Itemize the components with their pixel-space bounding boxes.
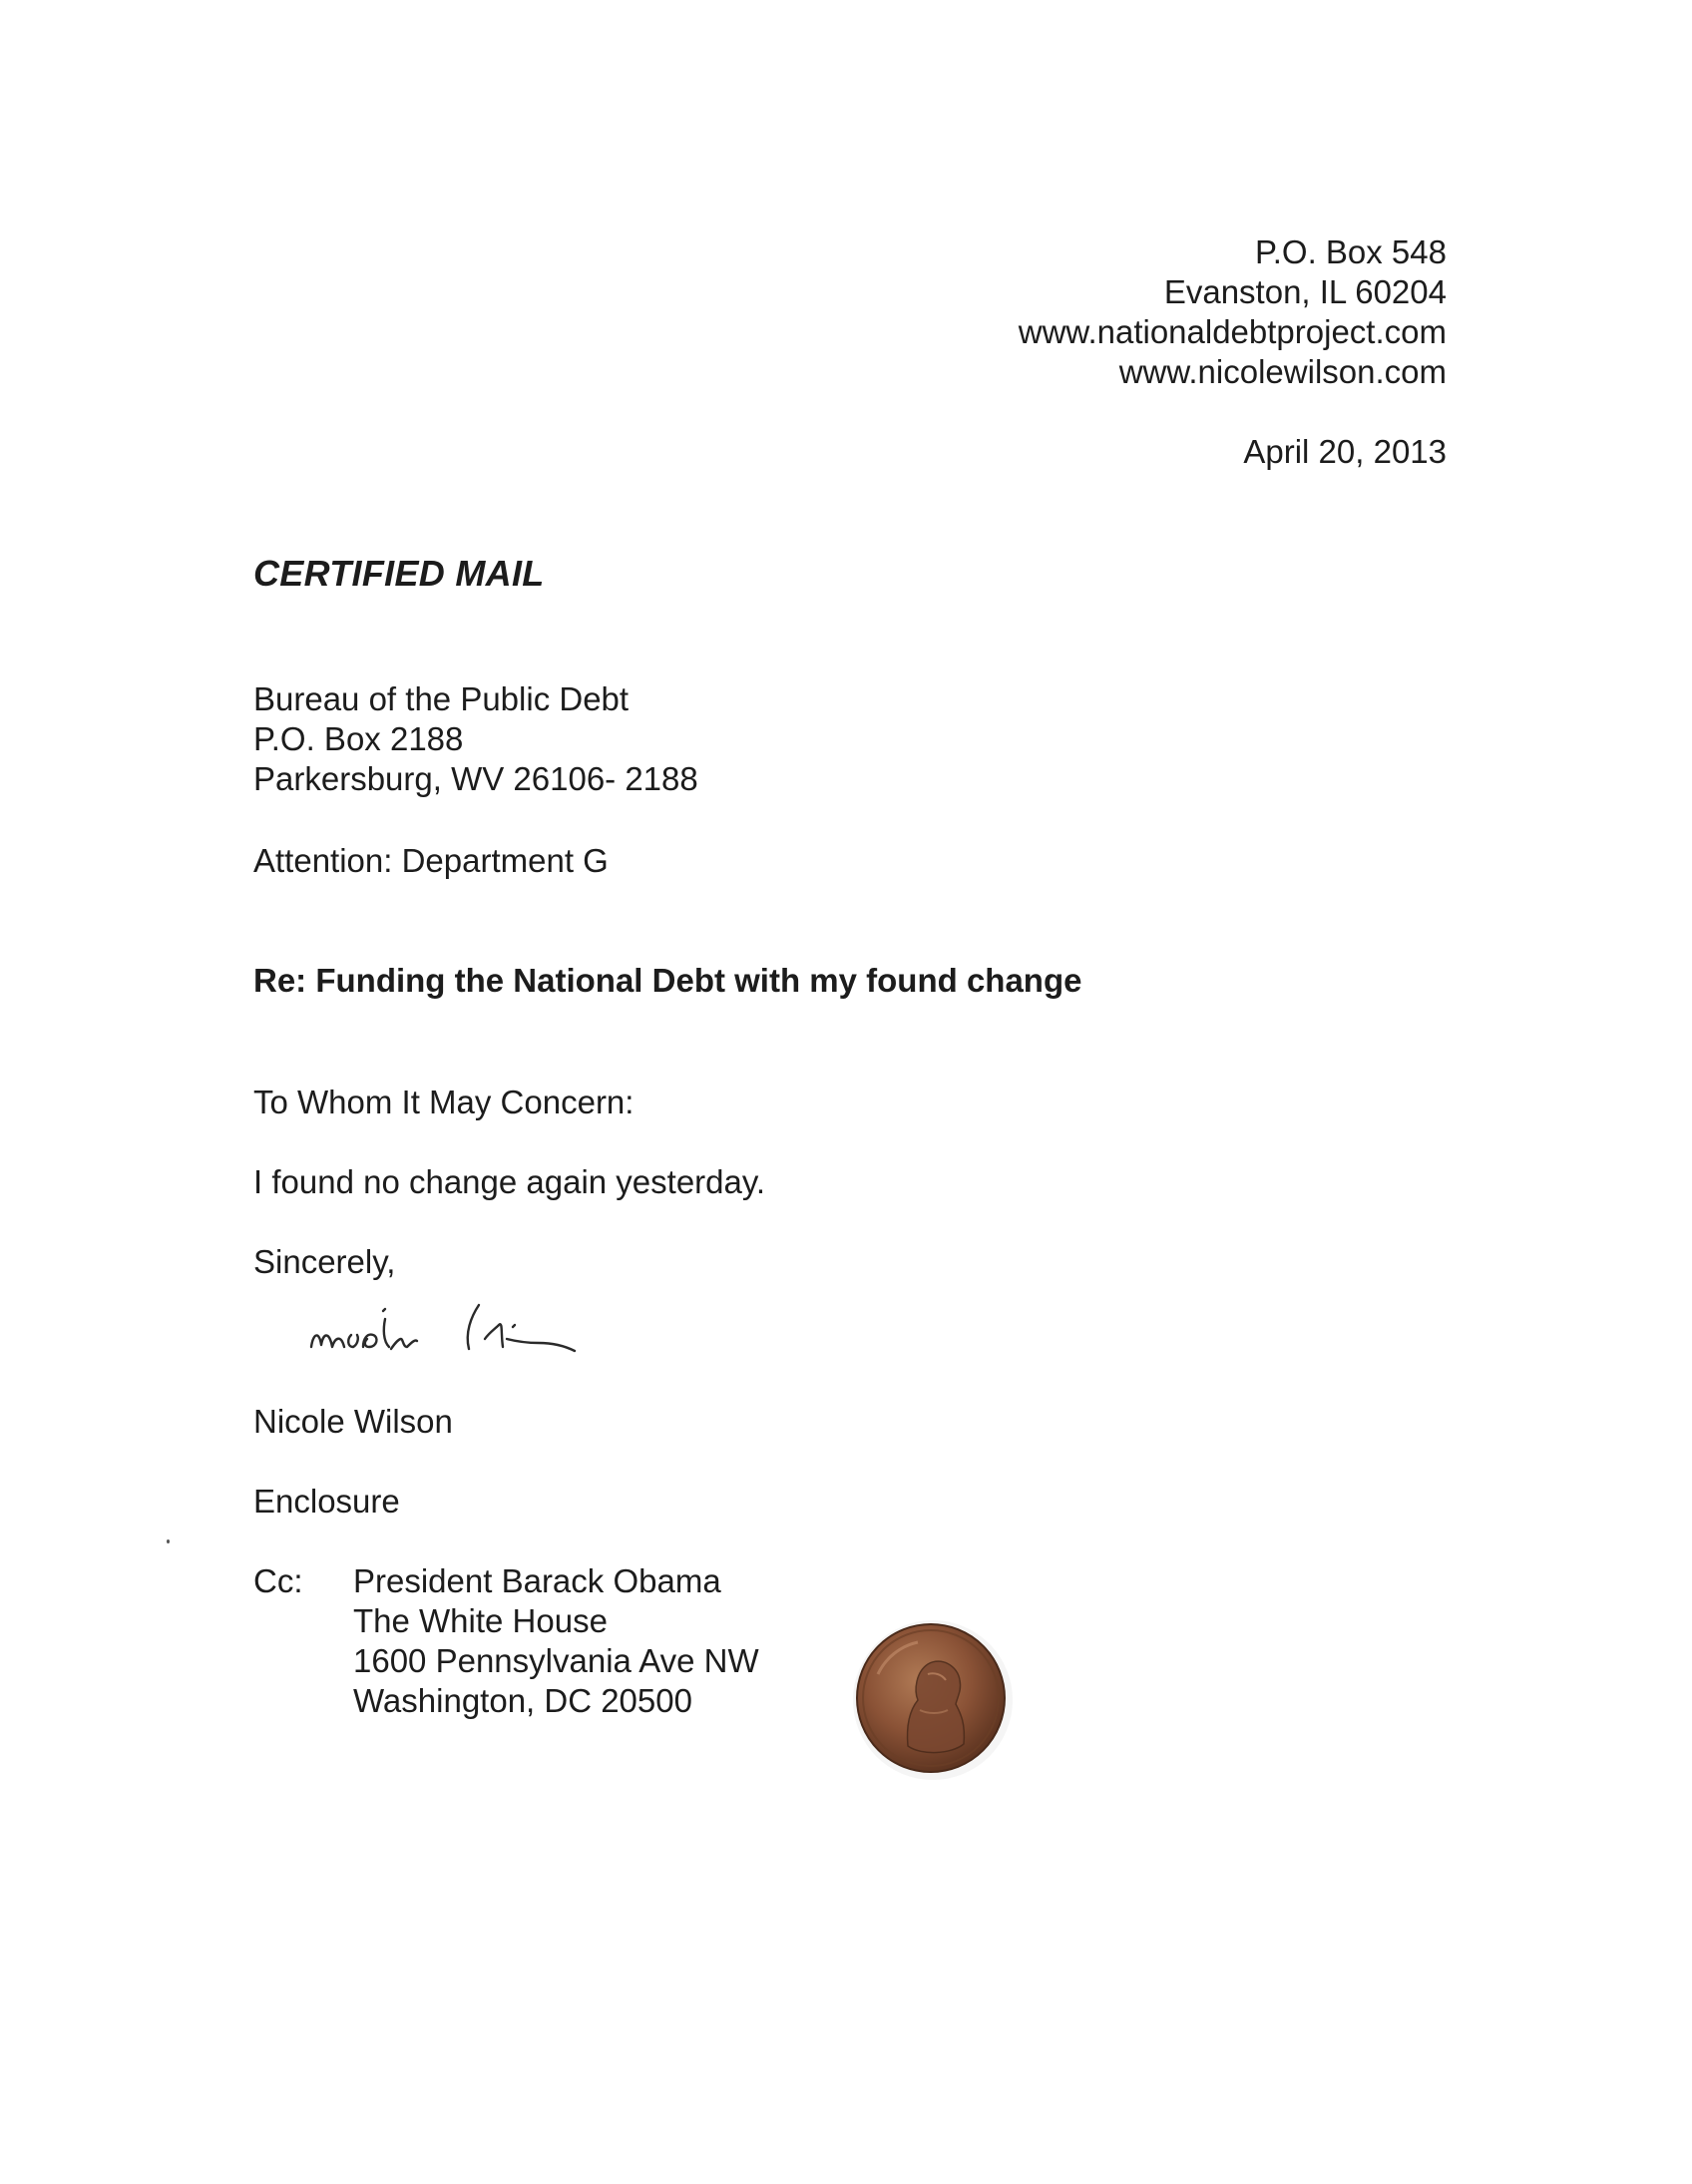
return-address-line: P.O. Box 548 bbox=[1254, 233, 1447, 270]
enclosure-label: Enclosure bbox=[253, 1483, 400, 1520]
salutation: To Whom It May Concern: bbox=[253, 1084, 634, 1120]
cc-label: Cc: bbox=[253, 1562, 303, 1599]
recipient-line: P.O. Box 2188 bbox=[253, 720, 464, 757]
cc-line: 1600 Pennsylvania Ave NW bbox=[353, 1642, 759, 1679]
recipient-line: Parkersburg, WV 26106- 2188 bbox=[253, 760, 698, 797]
cc-line: President Barack Obama bbox=[353, 1562, 721, 1599]
recipient-line: Bureau of the Public Debt bbox=[253, 680, 630, 717]
subject-line: Re: Funding the National Debt with my found change bbox=[253, 962, 1082, 999]
signer-name: Nicole Wilson bbox=[253, 1403, 453, 1440]
website-link[interactable]: www.nicolewilson.com bbox=[1118, 353, 1447, 390]
handwritten-signature bbox=[299, 1267, 718, 1387]
cc-address bbox=[353, 1561, 759, 1721]
return-address-line: Evanston, IL 60204 bbox=[1163, 273, 1447, 310]
letter-date: April 20, 2013 bbox=[1243, 433, 1447, 470]
cc-line: Washington, DC 20500 bbox=[353, 1682, 692, 1719]
return-address bbox=[1019, 232, 1447, 392]
website-link[interactable]: www.nationaldebtproject.com bbox=[1018, 313, 1447, 350]
recipient-address bbox=[253, 679, 698, 799]
closing: Sincerely, bbox=[253, 1243, 396, 1280]
scan-speck bbox=[167, 1539, 170, 1543]
certified-mail-heading: CERTIFIED MAIL bbox=[253, 553, 545, 594]
attention-line: Attention: Department G bbox=[253, 842, 609, 879]
cc-line: The White House bbox=[353, 1602, 608, 1639]
body-paragraph: I found no change again yesterday. bbox=[253, 1163, 766, 1200]
penny-coin-image bbox=[848, 1614, 1018, 1786]
